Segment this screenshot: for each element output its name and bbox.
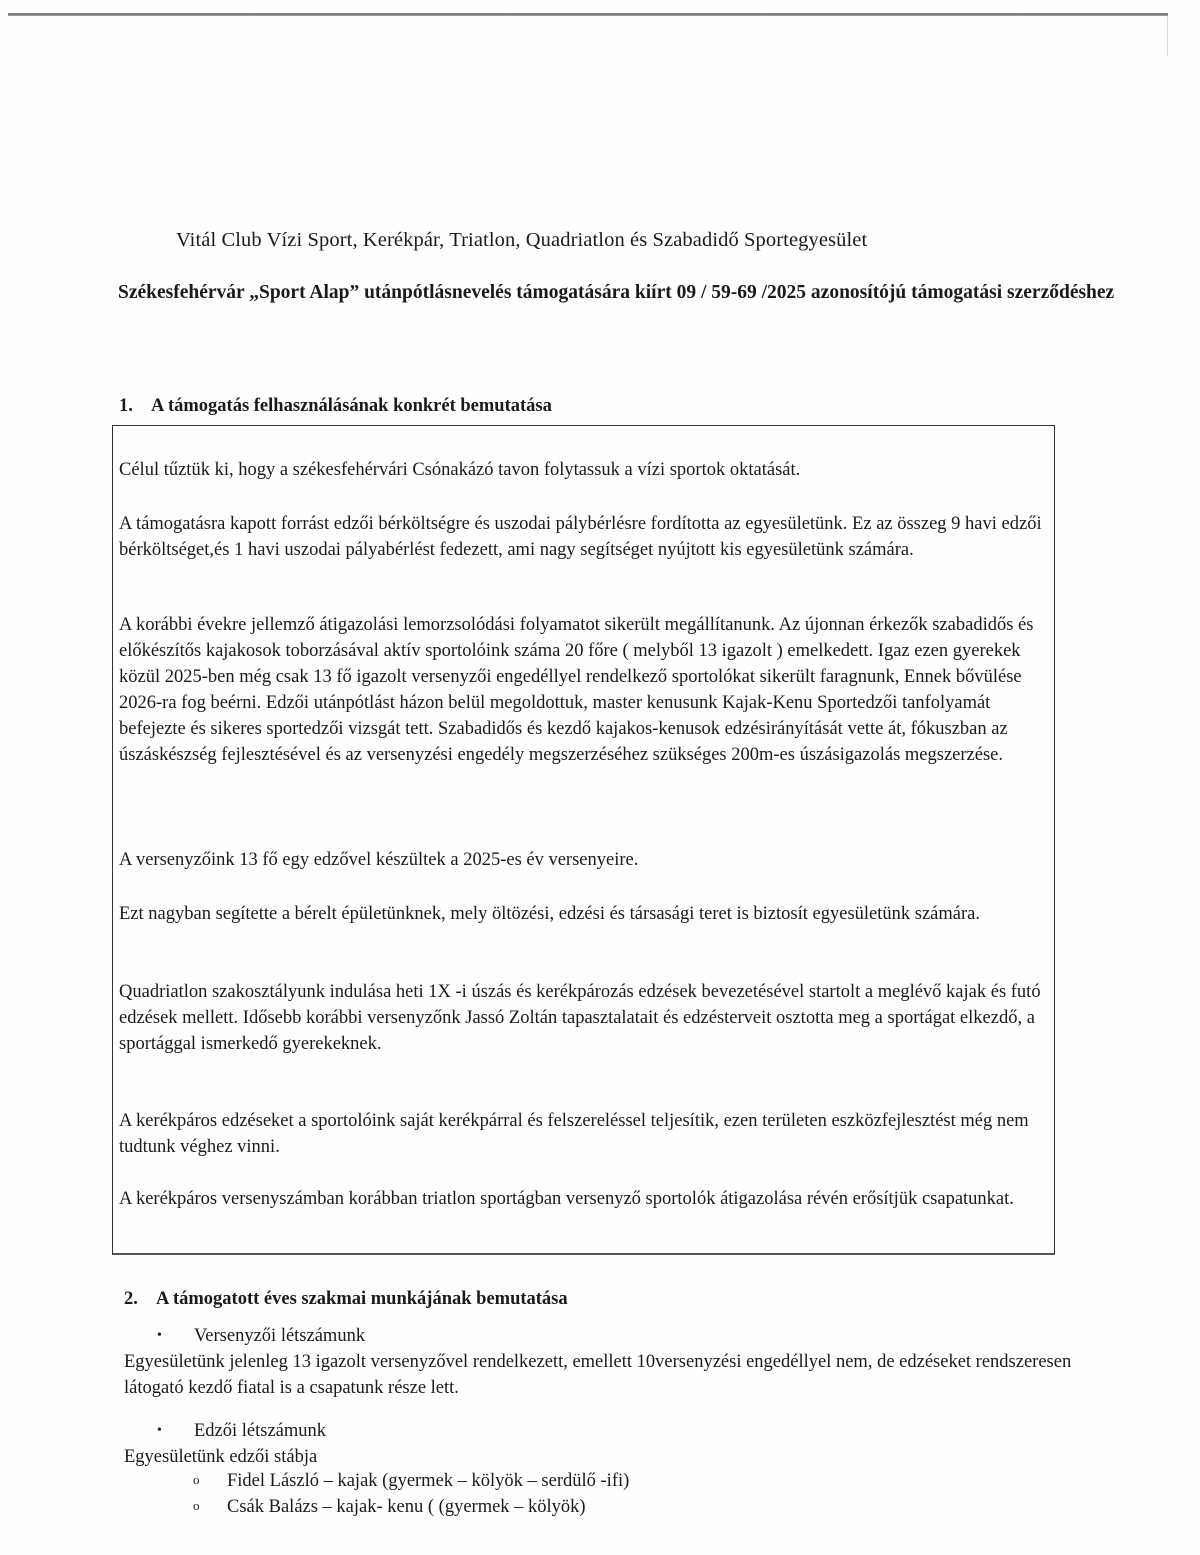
section-1-paragraph: A támogatásra kapott forrást edzői bérköltségre és uszodai pálybérlésre fordította az egyesületünk. Ez az összeg 9 havi edzői bérköltséget,és 1 havi uszodai pályabérlést fedezett, ami nagy segítséget nyújtott kis egyesületünk számára. — [119, 514, 1042, 560]
bullet-item-competitor-count — [157, 1324, 365, 1348]
bullet-label: Edzői létszámunk — [194, 1421, 327, 1441]
coach-list-item — [193, 1494, 586, 1519]
section-1-paragraph: Célul tűztük ki, hogy a székesfehérvári Csónakázó tavon folytassuk a vízi sportok oktatását. — [119, 460, 801, 480]
circle-bullet-icon: o — [193, 1472, 200, 1487]
bullet-icon: • — [157, 1423, 162, 1438]
coach-entry: Csák Balázs – kajak- kenu ( (gyermek – kölyök) — [227, 1497, 586, 1517]
bullet-item-coach-count — [157, 1419, 326, 1443]
scan-edge-mark — [1167, 16, 1168, 56]
coach-staff-text: Egyesületünk edzői stábja — [124, 1447, 318, 1467]
section-1-paragraph: Quadriatlon szakosztályunk indulása heti 1X -i úszás és kerékpározás edzések bevezetésével startolt a meglévő kajak és futó edzések mellett. Idősebb korábbi versenyzőnk Jassó Zoltán tapasztalatait és edzésterveit osztotta meg a sportágat elkezdő, a sportággal ismerkedő gyerekeknek. — [119, 982, 1041, 1054]
coach-list-item — [193, 1468, 629, 1493]
section-1-paragraph: A korábbi évekre jellemző átigazolási lemorzsolódási folyamatot sikerült megállítanunk. Az újonnan érkezők szabadidős és előkészítős kajakosok toborzásával aktív sportolóink száma 20 főre ( melyből 13 igazolt ) emelkedett. Igaz ezen gyerekek közül 2025-ben még csak 13 fő igazolt versenyzői engedéllyel rendelkező sportolókat sikerült faragnunk, Ennek bővülése 2026-ra fog beérni. Edzői utánpótlást házon belül megoldottuk, master kenusunk Kajak-Kenu Sportedzői tanfolyamát befejezte és sikeres sportedzői vizsgát tett. Szabadidős és kezdő kajakos-kenusok edzésirányítását vette át, fókuszban az úszáskészség fejlesztésével és az versenyzési engedély megszerzéséhez szükséges 200m-es úszásigazolás megszerzése. — [119, 615, 1034, 765]
section-1-paragraph: A versenyzőink 13 fő egy edzővel készültek a 2025-es év versenyeire. — [119, 850, 639, 870]
bullet-label: Versenyzői létszámunk — [194, 1326, 366, 1346]
competitor-count-text: Egyesületünk jelenleg 13 igazolt versenyzővel rendelkezett, emellett 10versenyzési engedéllyel nem, de edzéseket rendszeresen látogató kezdő fiatal is a csapatunk része lett. — [124, 1352, 1072, 1398]
section-1-heading — [119, 396, 552, 417]
circle-bullet-icon: o — [193, 1498, 200, 1513]
bullet-icon: • — [157, 1328, 162, 1343]
section-1-paragraph: Ezt nagyban segítette a bérelt épületünknek, mely öltözési, edzési és társasági teret is biztosít egyesületünk számára. — [119, 904, 980, 924]
section-1-paragraph: A kerékpáros edzéseket a sportolóink saját kerékpárral és felszereléssel teljesítik, ezen területen eszközfejlesztést még nem tudtunk véghez vinni. — [119, 1111, 1029, 1157]
section-2-number: 2. — [124, 1289, 138, 1309]
section-1-paragraph: A kerékpáros versenyszámban korábban triatlon sportágban versenyző sportolók átigazolása révén erősítjük csapatunkat. — [119, 1189, 1014, 1209]
coach-entry: Fidel László – kajak (gyermek – kölyök – serdülő -ifi) — [227, 1471, 630, 1491]
section-2-heading — [124, 1289, 568, 1310]
section-1-title: A támogatás felhasználásának konkrét bemutatása — [151, 396, 552, 416]
grant-title: Székesfehérvár „Sport Alap” utánpótlásnevelés támogatására kiírt 09 / 59-69 /2025 azonosítójú támogatási szerződéshez — [118, 282, 1115, 303]
section-2-title: A támogatott éves szakmai munkájának bemutatása — [156, 1289, 568, 1309]
scan-edge-line — [8, 13, 1168, 16]
organization-title: Vitál Club Vízi Sport, Kerékpár, Triatlon, Quadriatlon és Szabadidő Sportegyesület — [176, 229, 868, 251]
section-1-number: 1. — [119, 396, 133, 416]
